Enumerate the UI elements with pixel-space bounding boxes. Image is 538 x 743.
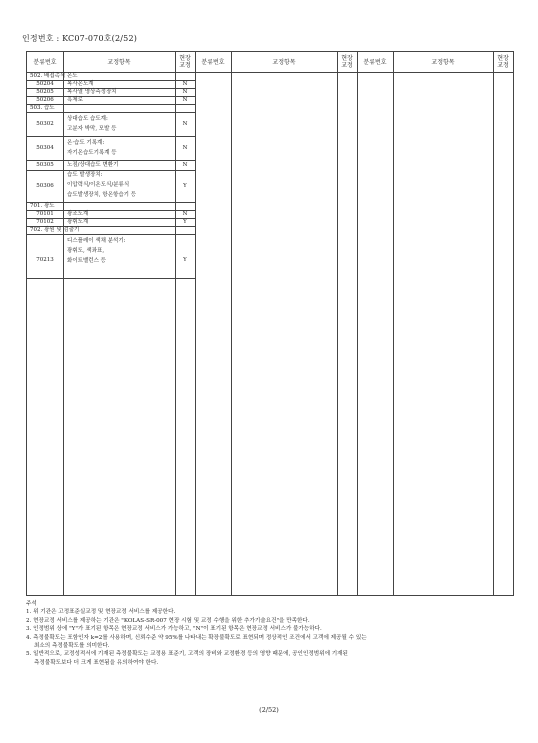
- group-title: 701. 광도: [30, 203, 55, 209]
- row-item: 복사열 영상측정장치: [67, 89, 117, 95]
- row-onsite-flag: Y: [183, 257, 187, 263]
- row-item: 화이트밸런스 등: [67, 258, 106, 264]
- row-item: 상대습도 습도계:: [67, 116, 108, 122]
- notes-title: 주석: [26, 601, 37, 607]
- col-header-item: 교정항목: [107, 58, 131, 66]
- row-code: 50306: [36, 183, 54, 189]
- group-title: 502. 배접촉식 온도: [30, 73, 78, 79]
- col-header-item-2: 교정항목: [272, 58, 296, 66]
- group-title: 702. 광원 및 검출기: [30, 227, 80, 233]
- notes-section: [26, 600, 518, 667]
- row-item: 자기온습도기록계 등: [67, 150, 117, 156]
- row-code: 70213: [36, 257, 54, 263]
- row-onsite-flag: N: [182, 89, 188, 95]
- row-onsite-flag: N: [182, 145, 188, 151]
- row-item: 광휘도, 색좌표,: [67, 248, 105, 254]
- row-item: 고분자 박막, 모발 등: [67, 126, 117, 132]
- col-header-onsite-3: 현장 교정: [497, 55, 509, 69]
- col-header-onsite: 현장 교정: [179, 55, 191, 69]
- row-onsite-flag: N: [182, 97, 188, 103]
- row-onsite-flag: N: [182, 162, 188, 168]
- note-line: 측정불확도보다 더 크게 표현됨을 유의하여야 한다.: [34, 659, 159, 666]
- col-header-code-3: 분류번호: [363, 58, 387, 66]
- row-code: 50205: [36, 89, 54, 95]
- row-item: 흑체로: [67, 97, 83, 103]
- row-item: 디스플레이 색채 분석기:: [67, 238, 126, 244]
- page-number: (2/52): [259, 706, 279, 714]
- col-header-item-3: 교정항목: [431, 58, 455, 66]
- row-item: 복사온도계: [67, 81, 94, 87]
- certification-number: 인정번호 : KC07-070호(2/52): [22, 34, 138, 43]
- row-code: 50206: [36, 97, 54, 103]
- note-line: 4. 측정불확도는 포함인자 k=2를 사용하며, 신뢰수준 약 95%를 나타내는 확장불확도로 표현되며 정상적인 조건에서 고객에 제공될 수 있는: [26, 634, 367, 641]
- row-code: 50204: [36, 81, 54, 87]
- row-item: 노점/상대습도 변환기: [67, 162, 119, 168]
- note-line: 5. 일반적으로, 교정성적서에 기재된 측정불확도는 교정용 표준기, 고객의 장비와 교정환경 등의 영향 때문에, 공인인정범위에 기재된: [26, 651, 348, 658]
- note-line: 2. 현장교정 서비스를 제공하는 기관은 "KOLAS-SR-007 현장 시험 및 교정 수행을 위한 추가기술요건"을 만족한다.: [26, 617, 310, 624]
- note-line: 1. 위 기관은 고정표준실교정 및 현장교정 서비스를 제공한다.: [26, 609, 176, 616]
- row-code: 50302: [36, 121, 54, 127]
- row-item: 광조도계: [67, 211, 89, 217]
- group-title: 503. 습도: [30, 105, 55, 111]
- col-header-onsite-2: 현장 교정: [341, 55, 353, 69]
- row-item: 광휘도계: [67, 219, 89, 225]
- row-item: 습도 발생장치:: [67, 172, 103, 178]
- row-code: 70102: [36, 219, 54, 225]
- accreditation-table: [26, 51, 514, 596]
- row-onsite-flag: N: [182, 211, 188, 217]
- row-code: 70101: [36, 211, 54, 217]
- row-item: 온·습도 기록계:: [67, 140, 105, 146]
- note-line: 3. 인정범위 상에 "Y"가 표기된 항목은 현장교정 서비스가 가능하고, "N"이 표기된 항목은 현장교정 서비스가 불가능하다.: [26, 626, 322, 633]
- row-item: 이압력식/이온도식/분류식: [67, 182, 130, 188]
- row-code: 50305: [36, 162, 54, 168]
- row-onsite-flag: Y: [183, 219, 187, 225]
- col-header-code: 분류번호: [33, 58, 57, 66]
- row-onsite-flag: N: [182, 81, 188, 87]
- note-line: 최소의 측정불확도를 의미한다.: [34, 643, 110, 650]
- row-code: 50304: [36, 145, 54, 151]
- col-header-code-2: 분류번호: [201, 58, 225, 66]
- row-onsite-flag: N: [182, 121, 188, 127]
- row-item: 습도발생장치, 항온항습기 등: [67, 192, 137, 198]
- row-onsite-flag: Y: [183, 183, 187, 189]
